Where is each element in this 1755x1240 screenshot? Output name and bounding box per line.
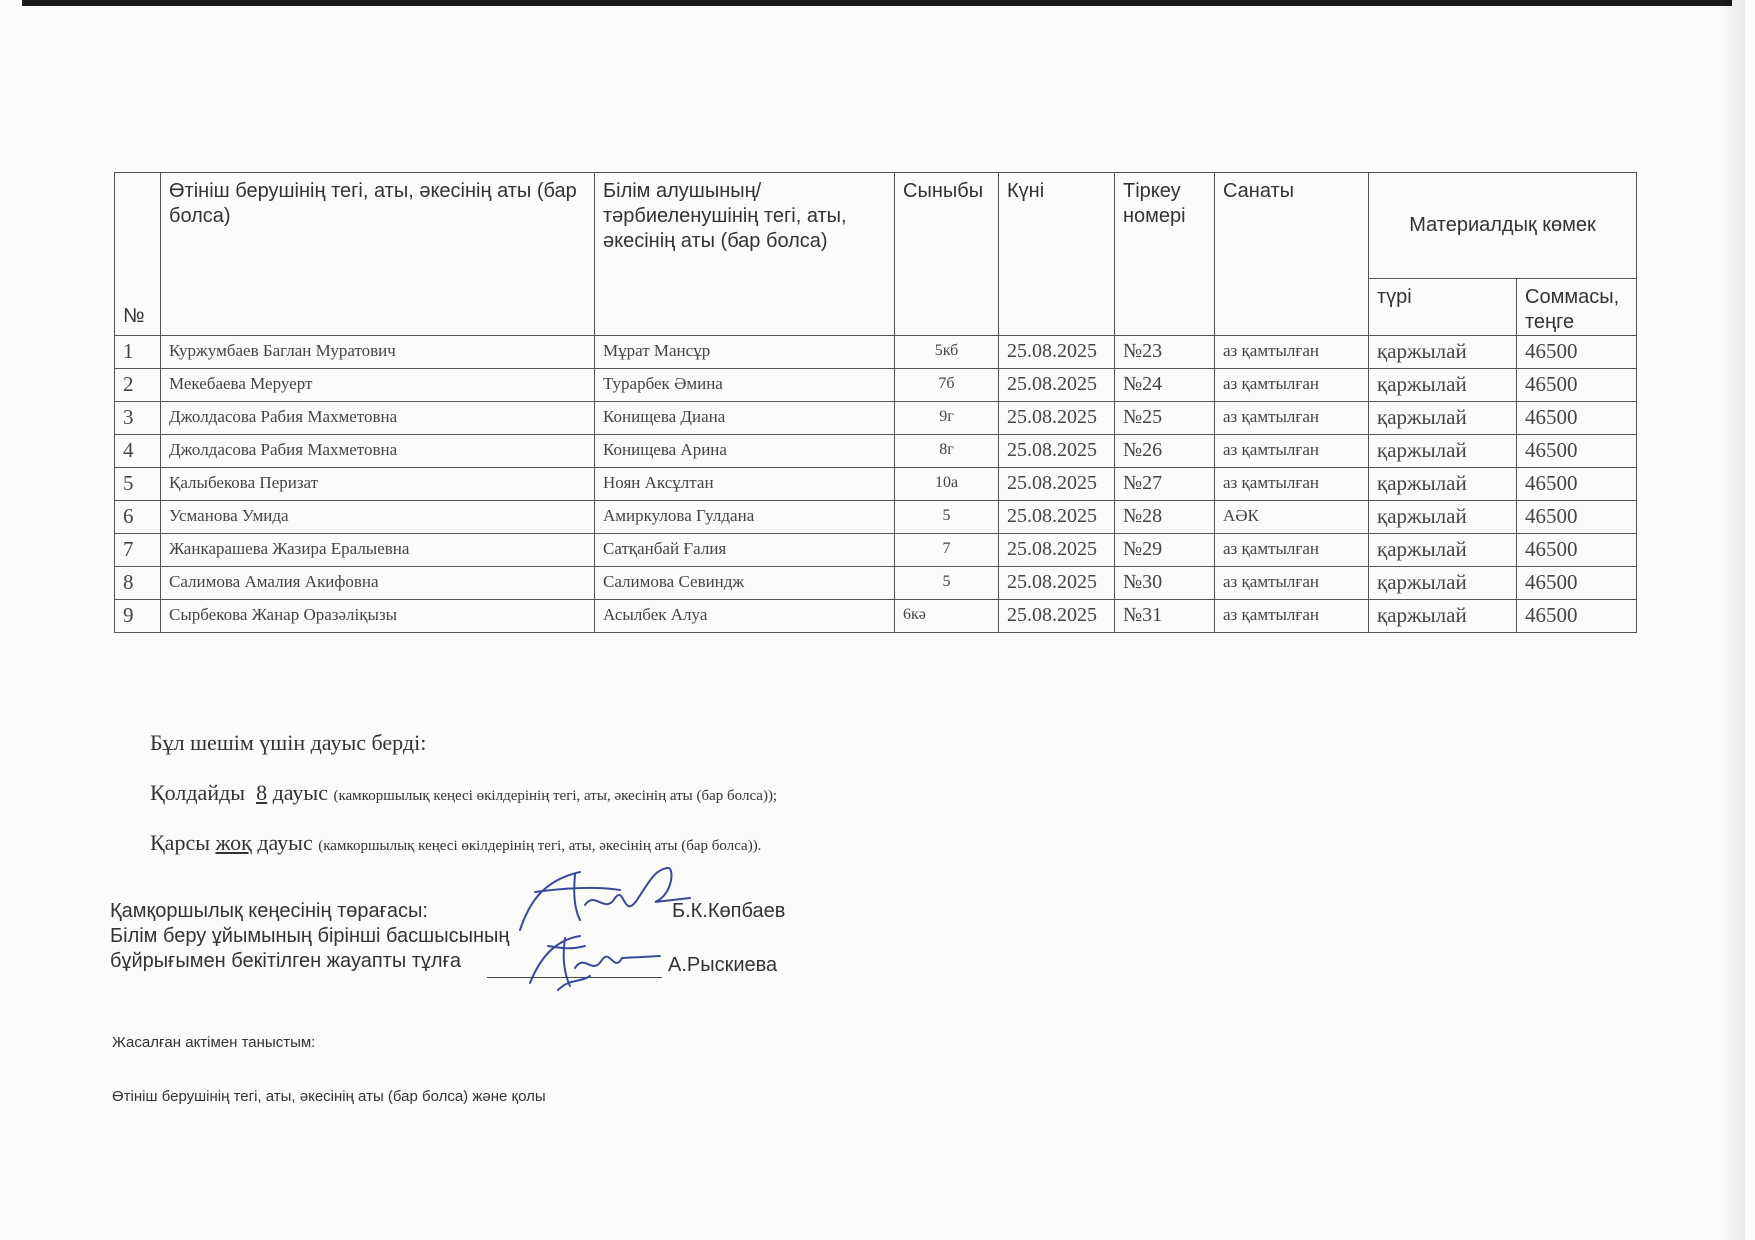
cell-class: 10а <box>895 468 999 501</box>
cell-amount: 46500 <box>1517 369 1637 402</box>
cell-applicant: Куржумбаев Баглан Муратович <box>161 336 595 369</box>
cell-amount: 46500 <box>1517 567 1637 600</box>
vote-against-label: Қарсы <box>150 830 210 855</box>
cell-class: 5 <box>895 501 999 534</box>
cell-class: 7 <box>895 534 999 567</box>
table-row <box>115 336 1637 369</box>
header-class: Сыныбы <box>895 173 999 336</box>
cell-no: 5 <box>115 468 161 501</box>
cell-category: аз қамтылған <box>1215 567 1369 600</box>
cell-no: 4 <box>115 435 161 468</box>
cell-applicant: Усманова Умида <box>161 501 595 534</box>
header-amount: Соммасы, теңге <box>1517 279 1637 336</box>
cell-reg-no: №29 <box>1115 534 1215 567</box>
cell-date: 25.08.2025 <box>999 336 1115 369</box>
cell-category: аз қамтылған <box>1215 435 1369 468</box>
cell-student: Мұрат Мансұр <box>595 336 895 369</box>
cell-reg-no: №24 <box>1115 369 1215 402</box>
cell-applicant: Сырбекова Жанар Оразәліқызы <box>161 600 595 633</box>
table-row <box>115 534 1637 567</box>
vote-for <box>150 780 777 806</box>
cell-amount: 46500 <box>1517 402 1637 435</box>
cell-class: 7б <box>895 369 999 402</box>
chair-label: Қамқоршылық кеңесінің төрағасы: <box>110 900 428 922</box>
acknowledged-label: Жасалған актімен таныстым: <box>112 1034 316 1051</box>
cell-category: аз қамтылған <box>1215 600 1369 633</box>
cell-student: Салимова Севиндж <box>595 567 895 600</box>
table-row <box>115 402 1637 435</box>
cell-date: 25.08.2025 <box>999 435 1115 468</box>
cell-class: 5 <box>895 567 999 600</box>
cell-no: 9 <box>115 600 161 633</box>
vote-for-note: (камкоршылық кеңесі өкілдерінің тегі, аты, әкесінің аты (бар болса)); <box>333 788 778 804</box>
cell-type: қаржылай <box>1369 369 1517 402</box>
responsible-label-2: бұйрығымен бекітілген жауапты тұлға <box>110 950 462 972</box>
cell-date: 25.08.2025 <box>999 501 1115 534</box>
responsible-name: А.Рыскиева <box>668 954 778 976</box>
cell-class: 6кә <box>895 600 999 633</box>
table-row <box>115 435 1637 468</box>
cell-date: 25.08.2025 <box>999 369 1115 402</box>
vote-for-count: 8 <box>256 780 268 805</box>
cell-date: 25.08.2025 <box>999 468 1115 501</box>
vote-for-word: дауыс <box>272 780 328 805</box>
cell-reg-no: №26 <box>1115 435 1215 468</box>
cell-category: аз қамтылған <box>1215 369 1369 402</box>
cell-applicant: Қалыбекова Перизат <box>161 468 595 501</box>
cell-type: қаржылай <box>1369 468 1517 501</box>
cell-reg-no: №31 <box>1115 600 1215 633</box>
cell-date: 25.08.2025 <box>999 534 1115 567</box>
header-date: Күні <box>999 173 1115 336</box>
cell-type: қаржылай <box>1369 402 1517 435</box>
cell-category: аз қамтылған <box>1215 336 1369 369</box>
cell-amount: 46500 <box>1517 435 1637 468</box>
cell-no: 1 <box>115 336 161 369</box>
responsible-label-1: Білім беру ұйымының бірінші басшысының <box>110 925 510 947</box>
cell-applicant: Жанкарашева Жазира Ералыевна <box>161 534 595 567</box>
cell-no: 7 <box>115 534 161 567</box>
cell-category: аз қамтылған <box>1215 402 1369 435</box>
cell-applicant: Мекебаева Меруерт <box>161 369 595 402</box>
vote-against-word: дауыс <box>257 830 313 855</box>
cell-student: Конищева Диана <box>595 402 895 435</box>
cell-student: Ноян Аксұлтан <box>595 468 895 501</box>
cell-category: аз қамтылған <box>1215 534 1369 567</box>
header-reg-no: Тіркеу номері <box>1115 173 1215 336</box>
cell-no: 2 <box>115 369 161 402</box>
cell-class: 9г <box>895 402 999 435</box>
scan-edge-top <box>22 0 1732 6</box>
cell-reg-no: №30 <box>1115 567 1215 600</box>
header-type: түрі <box>1369 279 1517 336</box>
cell-type: қаржылай <box>1369 600 1517 633</box>
header-material-help: Материалдық көмек <box>1369 173 1637 279</box>
cell-applicant: Джолдасова Рабия Махметовна <box>161 402 595 435</box>
cell-date: 25.08.2025 <box>999 600 1115 633</box>
header-applicant: Өтініш берушінің тегі, аты, әкесінің аты (бар болса) <box>161 173 595 336</box>
cell-no: 3 <box>115 402 161 435</box>
cell-student: Асылбек Алуа <box>595 600 895 633</box>
vote-against-note: (камкоршылық кеңесі өкілдерінің тегі, аты, әкесінің аты (бар болса)). <box>318 838 762 854</box>
cell-reg-no: №28 <box>1115 501 1215 534</box>
cell-class: 5кб <box>895 336 999 369</box>
cell-amount: 46500 <box>1517 600 1637 633</box>
cell-class: 8г <box>895 435 999 468</box>
assistance-table <box>114 172 1637 633</box>
cell-type: қаржылай <box>1369 336 1517 369</box>
table-row <box>115 501 1637 534</box>
cell-type: қаржылай <box>1369 567 1517 600</box>
cell-no: 6 <box>115 501 161 534</box>
cell-student: Амиркулова Гулдана <box>595 501 895 534</box>
vote-title: Бұл шешім үшін дауыс берді: <box>150 730 427 755</box>
cell-applicant: Джолдасова Рабия Махметовна <box>161 435 595 468</box>
cell-category: аз қамтылған <box>1215 468 1369 501</box>
applicant-signature-label: Өтініш берушінің тегі, аты, әкесінің аты (бар болса) және қолы <box>112 1088 546 1105</box>
cell-category: АӘК <box>1215 501 1369 534</box>
cell-type: қаржылай <box>1369 501 1517 534</box>
cell-reg-no: №25 <box>1115 402 1215 435</box>
cell-applicant: Салимова Амалия Акифовна <box>161 567 595 600</box>
cell-type: қаржылай <box>1369 435 1517 468</box>
cell-student: Сатқанбай Ғалия <box>595 534 895 567</box>
cell-date: 25.08.2025 <box>999 567 1115 600</box>
responsible-signature <box>510 928 670 998</box>
table-row <box>115 600 1637 633</box>
table-row <box>115 567 1637 600</box>
cell-reg-no: №23 <box>1115 336 1215 369</box>
cell-type: қаржылай <box>1369 534 1517 567</box>
table-row <box>115 369 1637 402</box>
cell-amount: 46500 <box>1517 336 1637 369</box>
header-student: Білім алушының/тәрбиеленушінің тегі, аты, әкесінің аты (бар болса) <box>595 173 895 336</box>
chair-name: Б.К.Көпбаев <box>672 900 786 922</box>
vote-for-label: Қолдайды <box>150 780 246 805</box>
vote-against-count: жоқ <box>215 830 252 855</box>
cell-date: 25.08.2025 <box>999 402 1115 435</box>
header-no: № <box>115 173 161 336</box>
cell-student: Конищева Арина <box>595 435 895 468</box>
cell-reg-no: №27 <box>1115 468 1215 501</box>
table-row <box>115 468 1637 501</box>
cell-amount: 46500 <box>1517 468 1637 501</box>
cell-no: 8 <box>115 567 161 600</box>
header-category: Санаты <box>1215 173 1369 336</box>
cell-amount: 46500 <box>1517 534 1637 567</box>
vote-against <box>150 830 761 856</box>
scan-edge-right <box>1719 0 1745 1240</box>
cell-student: Турарбек Әмина <box>595 369 895 402</box>
cell-amount: 46500 <box>1517 501 1637 534</box>
